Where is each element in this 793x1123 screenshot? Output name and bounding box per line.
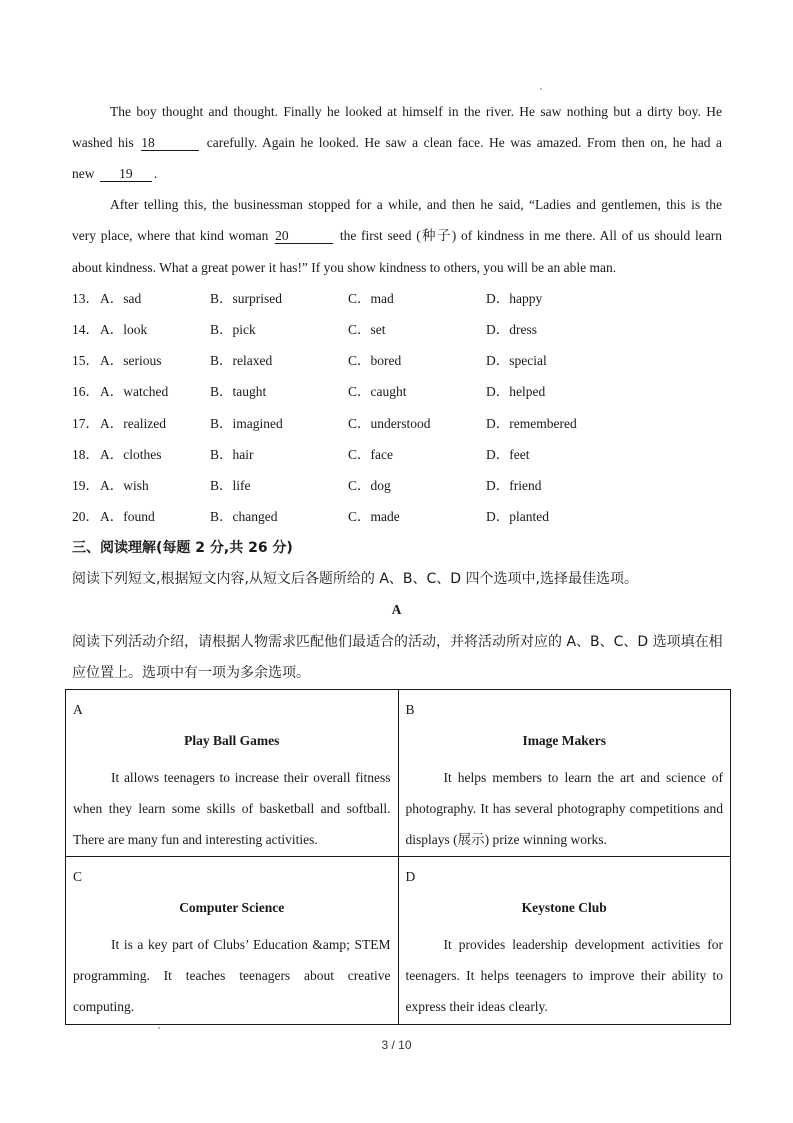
page-number: 3 / 10 [381,1038,412,1052]
activity-description: It is a key part of Clubs’ Education &amp; STEM programming. It teaches teenagers about creative computing. [73,937,391,1014]
question-number: 20． [72,509,99,524]
question-number: 19． [72,478,99,493]
section-instruction: 阅读下列短文,根据短文内容,从短文后各题所给的 A、B、C、D 四个选项中,选择最佳选项。 [72,571,638,587]
option-b: B．relaxed [210,353,273,368]
option-b: B．hair [210,447,254,462]
passage-text: carefully. Again he looked. He saw a clean face. He was amazed. From then on, he had a [206,135,723,150]
option-d: D．friend [486,478,542,493]
option-d: D．special [486,353,547,368]
option-b: B．life [210,478,251,493]
option-b: B．imagined [210,416,283,431]
passage-line-1: The boy thought and thought. Finally he looked at himself in the river. He saw nothing but a dirty boy. He [110,104,722,119]
passage-line-4: After telling this, the businessman stopped for a while, and then he said, “Ladies and gentlemen, this is the [110,197,722,212]
passage-line-6: about kindness. What a great power it has!” If you show kindness to others, you will be an able man. [72,260,617,275]
task-instruction-line-1: 阅读下列活动介绍，请根据人物需求匹配他们最适合的活动，并将活动所对应的 A、B、C、D 选项填在相 [72,634,723,650]
activity-cell-d [398,857,731,1025]
option-a: A．watched [100,384,169,399]
activity-title: Keystone Club [521,900,607,915]
option-d: D．dress [486,322,537,337]
activity-description: It helps members to learn the art and science of photography. It has several photography competitions and displays (展示) prize winning works. [405,770,723,847]
option-a: A．clothes [100,447,162,462]
option-a: A．realized [100,416,166,431]
scan-speck [540,88,542,90]
passage-line-2 [72,133,722,153]
passage-line-5 [72,226,722,246]
option-a: A．serious [100,353,162,368]
activity-letter: C [73,869,83,884]
activity-description: It allows teenagers to increase their overall fitness when they learn some skills of basketball and softball. There are many fun and interesting activities. [73,770,391,847]
activity-letter: A [73,702,83,717]
option-c: C．face [348,447,393,462]
option-c: C．made [348,509,400,524]
activity-title: Play Ball Games [184,733,280,748]
activity-description: It provides leadership development activities for teenagers. It helps teenagers to improve their ability to express their ideas clearly. [405,937,723,1014]
question-number: 16． [72,384,99,399]
option-d: D．feet [486,447,530,462]
part-label: A [391,602,402,617]
activity-cell-a [66,690,399,857]
option-c: C．caught [348,384,407,399]
option-c: C．understood [348,416,431,431]
passage-text: washed his [72,135,134,150]
question-number: 17． [72,416,99,431]
activity-title: Image Makers [522,733,607,748]
activities-table [65,689,731,1025]
activity-title: Computer Science [179,900,285,915]
activity-cell-c [66,857,399,1025]
question-number: 13． [72,291,99,306]
passage-text: . [153,166,158,181]
activity-letter: D [405,869,416,884]
option-c: C．bored [348,353,402,368]
passage-text: very place, where that kind woman [72,228,269,243]
option-d: D．remembered [486,416,577,431]
passage-line-3 [72,164,722,184]
question-number: 18． [72,447,99,462]
passage-text: the first seed (种子) of kindness in me there. All of us should learn [339,228,722,243]
option-a: A．look [100,322,148,337]
task-instruction-line-2: 应位置上。选项中有一项为多余选项。 [72,665,310,681]
blank-19: 19 [100,166,152,182]
question-number: 14． [72,322,99,337]
option-b: B．surprised [210,291,282,306]
option-a: A．sad [100,291,142,306]
option-c: C．set [348,322,386,337]
blank-18: 18 [141,135,199,151]
option-d: D．happy [486,291,543,306]
option-c: C．dog [348,478,391,493]
blank-20: 20 [275,228,333,244]
scan-speck [158,1027,160,1029]
activity-letter: B [405,702,415,717]
option-d: D．planted [486,509,549,524]
option-b: B．changed [210,509,278,524]
section-heading: 三、阅读理解(每题 2 分,共 26 分) [72,540,293,556]
option-d: D．helped [486,384,546,399]
option-b: B．taught [210,384,267,399]
option-b: B．pick [210,322,256,337]
question-number: 15． [72,353,99,368]
activity-cell-b [398,690,731,857]
option-a: A．found [100,509,155,524]
option-a: A．wish [100,478,149,493]
passage-text: new [72,166,95,181]
option-c: C．mad [348,291,394,306]
